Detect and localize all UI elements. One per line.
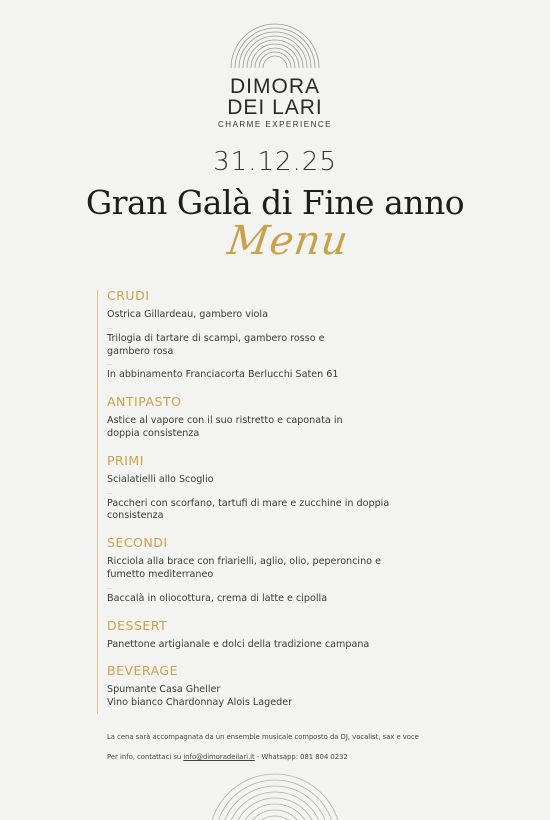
section-title: ANTIPASTO — [107, 394, 182, 410]
item-separator: ... — [107, 583, 113, 591]
section-title: CRUDI — [107, 288, 150, 303]
section-antipasto — [107, 394, 417, 441]
menu-heading: Menu — [224, 218, 352, 264]
section-dessert — [107, 618, 417, 652]
menu-item: Scialatielli allo Scoglio — [107, 473, 214, 485]
menu-item: Ricciola alla brace con friarielli, aglio, olio, peperoncino e fumetto mediterraneo — [107, 556, 381, 580]
item-separator: ... — [107, 488, 113, 496]
section-title: BEVERAGE — [107, 663, 179, 679]
menu-item: Baccalà in oliocottura, crema di latte e cipolla — [107, 592, 328, 604]
vertical-divider — [97, 290, 98, 714]
contact-whatsapp: - Whatsapp: 081 804 0232 — [256, 753, 348, 761]
item-separator: ... — [107, 323, 113, 331]
menu-item: Astice al vapore con il suo ristretto e caponata in doppia consistenza — [107, 415, 343, 439]
menu-item: Paccheri con scorfano, tartufi di mare e zucchine in doppia consistenza — [107, 497, 390, 522]
section-beverage — [107, 663, 417, 710]
footer-contact — [107, 753, 507, 761]
brand-name — [0, 76, 550, 129]
menu-list — [107, 288, 417, 715]
item-separator: ... — [107, 360, 113, 368]
brand-line-2: DEI LARI — [227, 96, 323, 119]
footer-note: La cena sarà accompagnata da un ensemble musicale composto da DJ, vocalist, sax e voce — [107, 733, 419, 741]
brand-logo-icon — [0, 22, 550, 70]
section-title: SECONDI — [107, 535, 168, 551]
brand-tagline: CHARME EXPERIENCE — [218, 120, 332, 129]
section-primi — [107, 453, 417, 523]
section-crudi — [107, 288, 417, 382]
section-secondi — [107, 535, 417, 605]
menu-item: Ostrica Gillardeau, gambero viola — [107, 309, 268, 320]
bottom-arch-icon — [0, 770, 550, 820]
brand-line-1: DIMORA — [230, 75, 320, 98]
menu-item: Panettone artigianale e dolci della tradizione campana — [107, 638, 370, 650]
email-link[interactable]: info@dimoradeilari.it — [183, 753, 255, 761]
menu-item: Trilogia di tartare di scampi, gambero rosso e gambero rosa — [107, 332, 325, 357]
menu-item: In abbinamento Franciacorta Berlucchi Saten 61 — [107, 369, 339, 381]
section-title: PRIMI — [107, 452, 144, 468]
section-title: DESSERT — [107, 617, 168, 633]
event-date: 31.12.25 — [213, 147, 337, 177]
page-title: Gran Galà di Fine anno — [85, 183, 465, 222]
menu-item: Vino bianco Chardonnay Alois Lageder — [107, 697, 293, 709]
menu-item: Spumante Casa Gheller — [107, 684, 221, 696]
contact-prefix: Per info, contattaci su — [107, 753, 182, 761]
